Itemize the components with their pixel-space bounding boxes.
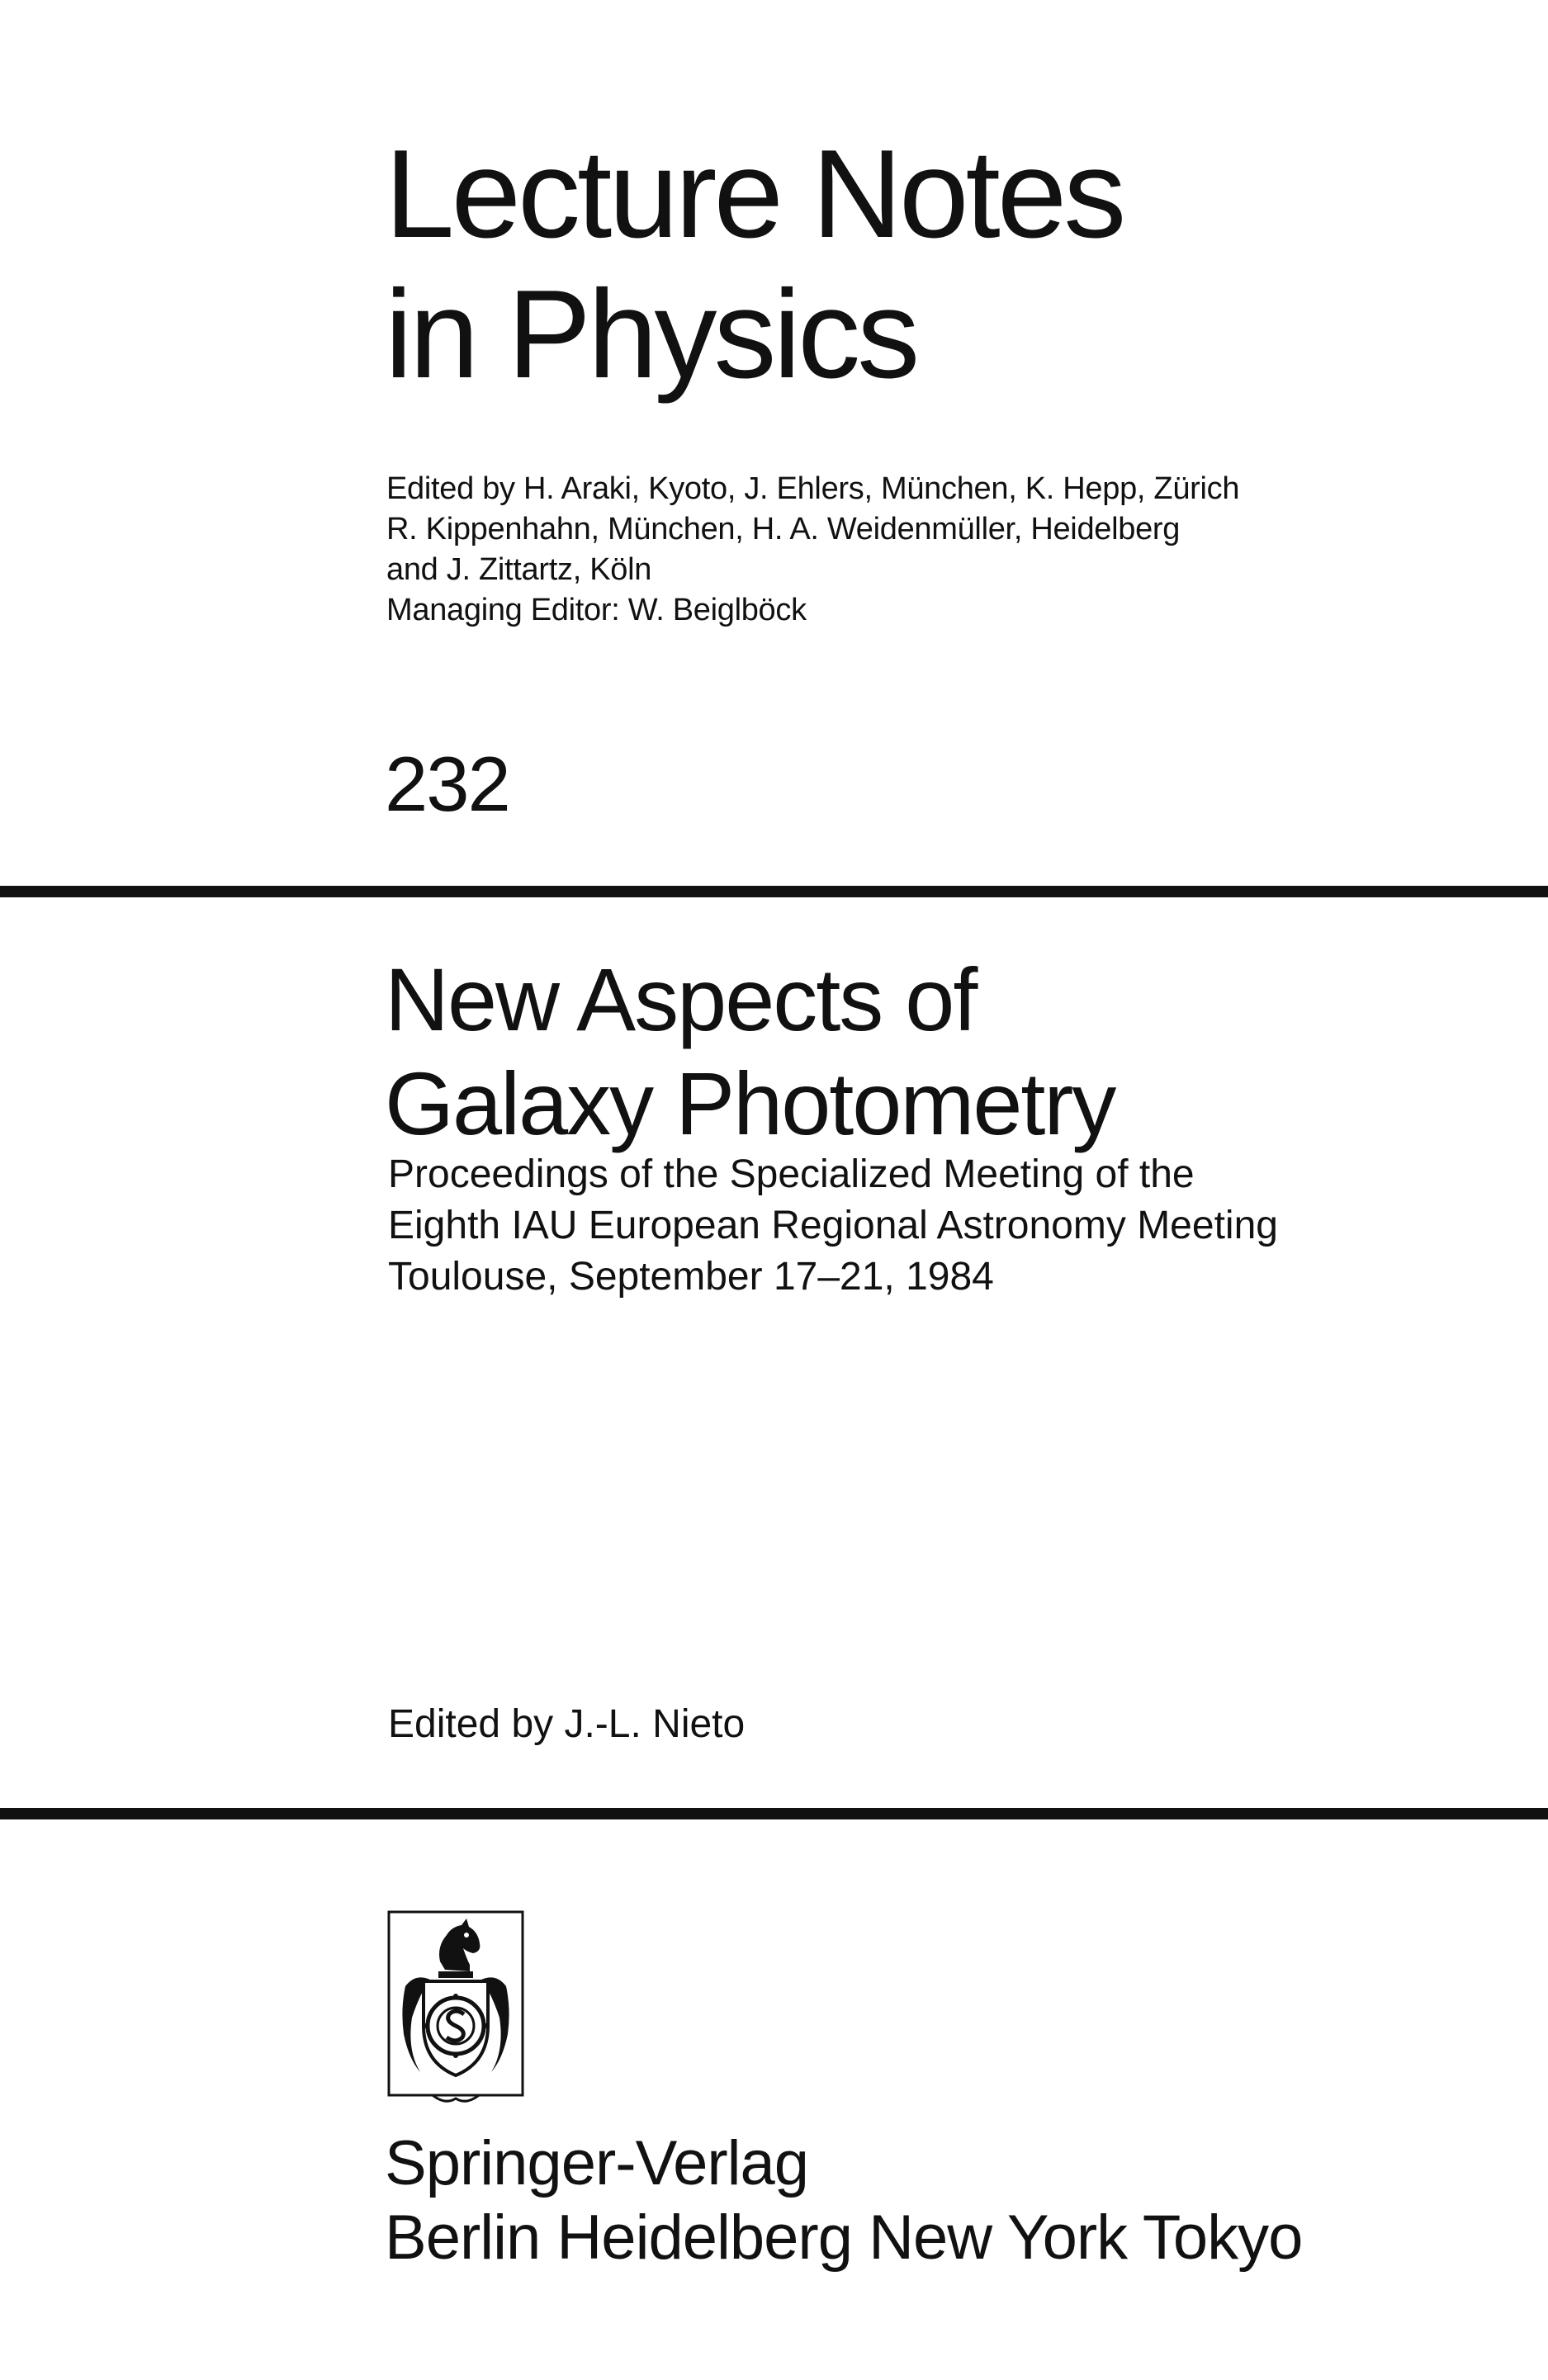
book-subtitle-line-1: Proceedings of the Specialized Meeting of the bbox=[388, 1152, 1195, 1196]
series-editors-line-2: R. Kippenhahn, München, H. A. Weidenmüller, Heidelberg bbox=[386, 512, 1181, 547]
publisher-cities: Berlin Heidelberg New York Tokyo bbox=[385, 2203, 1303, 2273]
volume-number: 232 bbox=[385, 740, 509, 827]
book-title-line-2: Galaxy Photometry bbox=[385, 1053, 1115, 1153]
series-editors-line-3: and J. Zittartz, Köln bbox=[386, 552, 652, 587]
bottom-divider-rule bbox=[0, 1808, 1548, 1819]
springer-chess-knight-logo-icon bbox=[387, 1910, 524, 2105]
volume-editor: Edited by J.-L. Nieto bbox=[388, 1702, 746, 1746]
managing-editor: Managing Editor: W. Beiglböck bbox=[386, 593, 807, 627]
top-divider-rule bbox=[0, 886, 1548, 897]
book-title-line-1: New Aspects of bbox=[385, 949, 977, 1049]
book-subtitle-line-3: Toulouse, September 17–21, 1984 bbox=[388, 1255, 994, 1299]
series-title-line-2: in Physics bbox=[385, 264, 917, 405]
book-subtitle bbox=[388, 1149, 1278, 1303]
series-title bbox=[385, 124, 1123, 405]
publisher-name: Springer-Verlag bbox=[385, 2128, 809, 2198]
book-subtitle-line-2: Eighth IAU European Regional Astronomy Meeting bbox=[388, 1204, 1278, 1247]
publisher-imprint bbox=[385, 2127, 1302, 2275]
series-title-line-1: Lecture Notes bbox=[385, 124, 1124, 264]
book-title bbox=[385, 948, 1115, 1156]
series-editors-line-1: Edited by H. Araki, Kyoto, J. Ehlers, München, K. Hepp, Zürich bbox=[386, 471, 1240, 506]
series-editors bbox=[386, 469, 1239, 631]
